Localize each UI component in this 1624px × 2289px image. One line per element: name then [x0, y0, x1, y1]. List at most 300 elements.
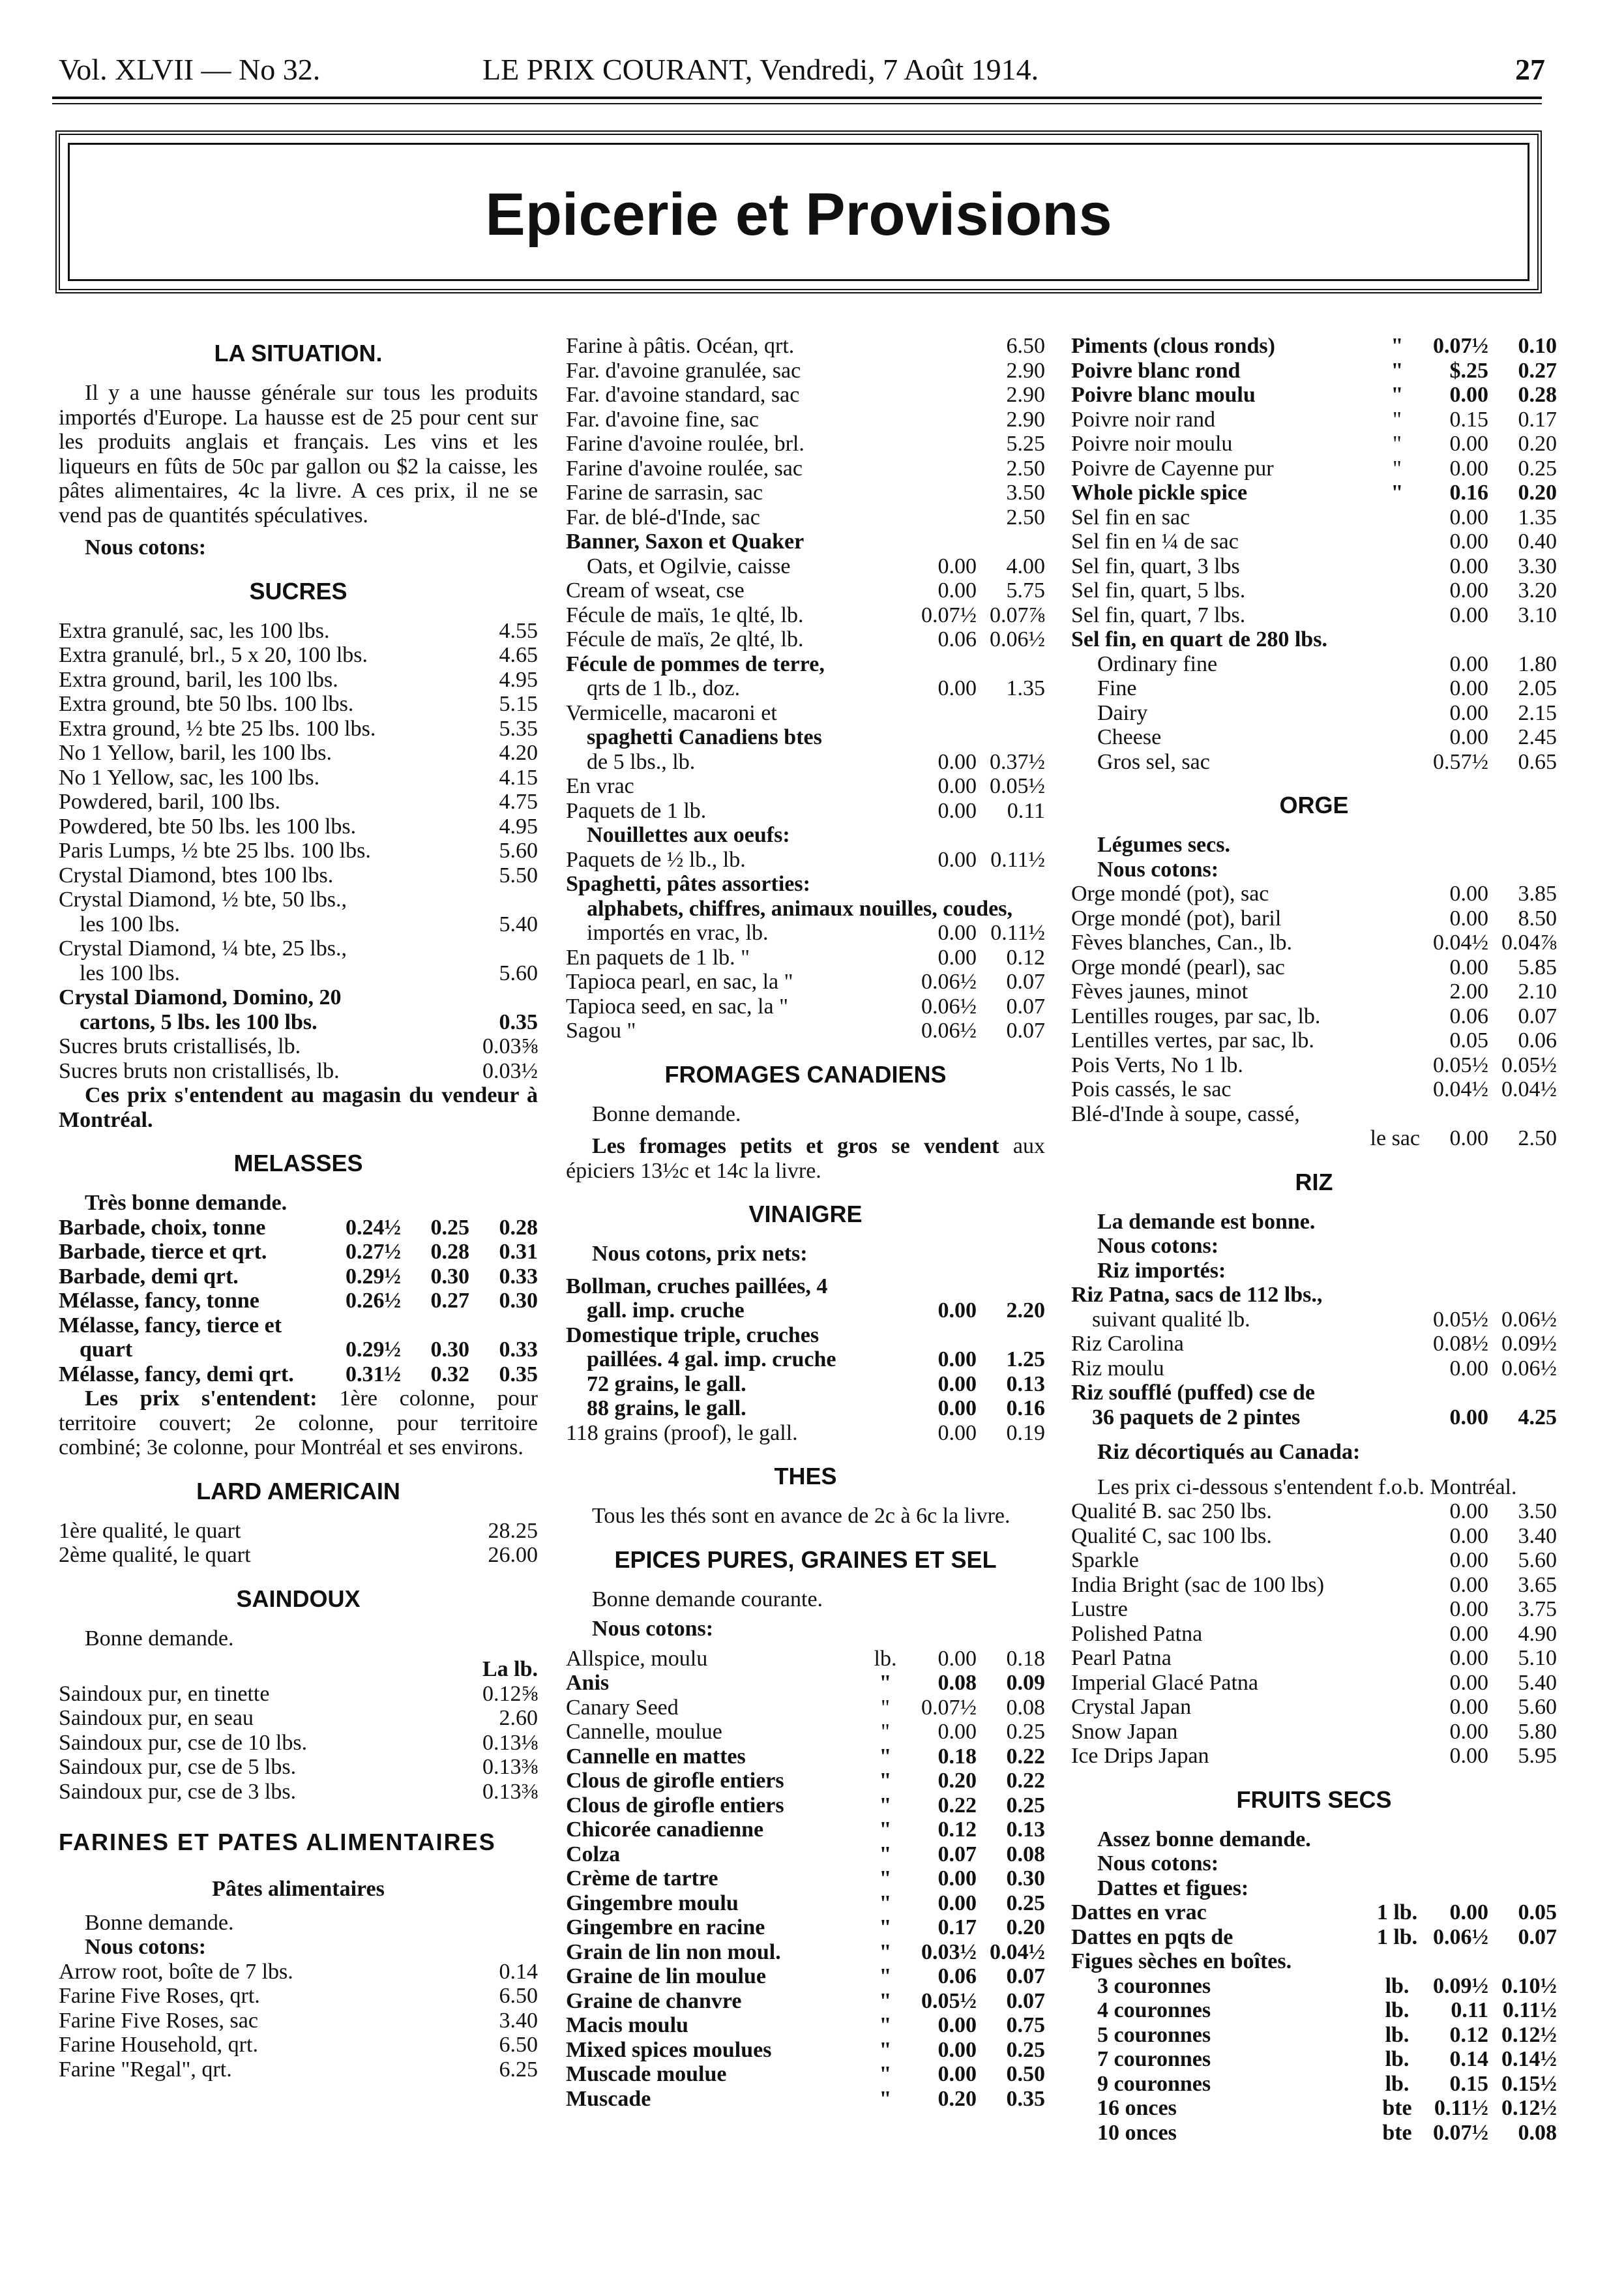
item-price: 0.00 — [937, 1891, 977, 1915]
item-price: 0.00 — [1449, 882, 1488, 906]
item-name: India Bright (sac de 100 lbs) — [1071, 1572, 1325, 1597]
price-row — [566, 2062, 1045, 2087]
item-price: 0.05½ — [1433, 1307, 1488, 1332]
item-unit: lb. — [1385, 2071, 1410, 2096]
item-name: Pearl Patna — [1071, 1646, 1172, 1670]
item-price: 0.13⅜ — [482, 1779, 538, 1804]
item-name: Orge mondé (pearl), sac — [1071, 955, 1285, 980]
item-name: Qualité B. sac 250 lbs. — [1071, 1499, 1272, 1523]
epices-demand: Bonne demande courante. — [592, 1587, 823, 1611]
item-name: Sagou " — [566, 1019, 636, 1043]
price-row — [1071, 1102, 1557, 1127]
item-price — [908, 456, 977, 481]
price-row — [566, 921, 1045, 946]
item-price: 4.15 — [499, 765, 538, 790]
item-price: 0.11½ — [1434, 2096, 1488, 2120]
item-name: Extra ground, bte 50 lbs. 100 lbs. — [59, 692, 354, 716]
price-row — [566, 1019, 1045, 1043]
item-name: Crystal Diamond, btes 100 lbs. — [59, 863, 334, 888]
item-name: Sucres bruts non cristallisés, lb. — [59, 1058, 340, 1083]
price-row — [1071, 578, 1557, 603]
item-price: 0.40 — [1518, 530, 1557, 554]
price-row — [566, 1647, 1045, 1671]
item-price: 0.00 — [1449, 1405, 1488, 1429]
thes-heading: THES — [774, 1463, 837, 1489]
publication-title: LE PRIX COURANT, Vendredi, 7 Août 1914. — [482, 53, 1039, 86]
item-name: 1ère qualité, le quart — [59, 1518, 241, 1543]
price-row — [566, 799, 1045, 824]
item-price: 5.35 — [499, 716, 538, 741]
item-price: 0.11½ — [1502, 1998, 1557, 2022]
item-price: 0.11 — [1451, 1998, 1488, 2022]
item-name: Crystal Diamond, Domino, 20 — [59, 985, 342, 1010]
item-unit: lb. — [874, 1646, 897, 1671]
situation-text: Il y a une hausse générale sur tous les produits importés d'Europe. La hausse est de 25 pour cent sur les produits anglais et français. Les vins et les liqueurs en fûts de 50c par gallon ou $2 la caisse, les pâtes alimentaires, 4c la livre. A ces prix, il ne se vend pas de quantités spéculatives. — [59, 381, 538, 528]
item-price: 0.18 — [1006, 1646, 1045, 1671]
item-price: 0.05 — [1449, 1028, 1488, 1053]
item-price: 5.85 — [1518, 955, 1557, 980]
price-row — [566, 456, 1045, 481]
item-price: 0.05 — [1518, 1900, 1557, 1924]
price-row — [566, 774, 1045, 799]
item-unit: 1 lb. — [1376, 1924, 1418, 1949]
price-row — [59, 1706, 538, 1731]
item-unit — [1374, 578, 1420, 603]
item-name: Muscade — [566, 2086, 651, 2111]
item-name: le sac — [1370, 1126, 1420, 1150]
item-price — [469, 1313, 538, 1338]
page-number: 27 — [1515, 53, 1545, 86]
price-row — [59, 1543, 538, 1568]
item-price: 5.10 — [1518, 1646, 1557, 1670]
item-price: 0.65 — [1518, 749, 1557, 774]
price-row — [566, 823, 1045, 848]
price-row — [1071, 505, 1557, 530]
item-name: importés en vrac, lb. — [587, 921, 769, 945]
item-price: 0.06½ — [921, 970, 977, 994]
item-name: Farine "Regal", qrt. — [59, 2057, 232, 2082]
price-row — [566, 995, 1045, 1019]
item-name: 7 couronnes — [1097, 2047, 1211, 2071]
item-name: Mélasse, fancy, demi qrt. — [59, 1362, 294, 1386]
item-price: 3.85 — [1518, 882, 1557, 906]
item-name: Whole pickle spice — [1071, 481, 1248, 505]
item-name: Extra granulé, brl., 5 x 20, 100 lbs. — [59, 643, 368, 667]
item-price: 0.00 — [1449, 725, 1488, 749]
item-name: Barbade, choix, tonne — [59, 1215, 266, 1240]
item-price: 0.57½ — [1433, 749, 1488, 774]
item-name: Macis moulu — [566, 2013, 688, 2037]
item-price: 0.05½ — [921, 1988, 977, 2013]
item-price — [908, 505, 977, 530]
item-price: 0.03½ — [482, 1058, 538, 1083]
item-price: 0.00 — [1449, 432, 1488, 456]
price-row — [59, 2057, 538, 2082]
item-price: 5.40 — [1518, 1670, 1557, 1695]
item-price: 0.08½ — [1433, 1332, 1488, 1356]
item-price: 2.20 — [1006, 1298, 1045, 1323]
melasses-heading: MELASSES — [233, 1150, 363, 1176]
item-price: 0.05½ — [1433, 1053, 1488, 1077]
price-row — [1071, 1622, 1557, 1647]
item-unit: " — [879, 1988, 892, 2013]
fromages-text-rest: aux épiciers 13½c et 14c la livre. — [566, 1134, 1045, 1183]
item-price — [908, 334, 977, 359]
item-name: 118 grains (proof), le gall. — [566, 1420, 798, 1445]
item-price: 0.20 — [937, 1769, 977, 1793]
item-price: 0.22 — [937, 1793, 977, 1818]
item-name: Gingembre moulu — [566, 1891, 739, 1915]
item-unit — [1374, 725, 1420, 750]
item-price: 0.00 — [1449, 700, 1488, 725]
item-name: Pois cassés, le sac — [1071, 1077, 1232, 1101]
item-price: 1.35 — [1006, 676, 1045, 700]
item-unit: " — [879, 2086, 892, 2111]
price-row — [59, 766, 538, 790]
price-row — [59, 1264, 538, 1289]
price-row — [566, 359, 1045, 383]
item-name: Poivre noir rand — [1071, 407, 1215, 432]
item-price — [977, 701, 1045, 726]
item-price: 0.11 — [1007, 798, 1045, 823]
price-row — [566, 872, 1045, 897]
fromages-text-bold: Les fromages petits et gros se vendent — [592, 1134, 999, 1158]
price-row — [59, 839, 538, 863]
item-price: 0.00 — [937, 921, 977, 945]
price-row — [1071, 1573, 1557, 1598]
sucres-note: Ces prix s'entendent au magasin du vendeur à Montréal. — [59, 1083, 538, 1132]
item-name: 3 couronnes — [1097, 1973, 1211, 1998]
price-row — [1071, 701, 1557, 726]
price-row — [1071, 1720, 1557, 1744]
item-price: 0.00 — [1449, 603, 1488, 627]
item-price: 0.05½ — [990, 774, 1045, 798]
item-price: 4.20 — [499, 741, 538, 765]
item-name: Allspice, moulu — [566, 1646, 708, 1671]
item-name: Poivre noir moulu — [1071, 432, 1233, 456]
item-price: 0.25 — [1006, 1793, 1045, 1818]
item-price — [908, 725, 977, 750]
item-price: 0.20 — [1006, 1915, 1045, 1939]
section-banner — [55, 130, 1542, 293]
vinaigre-list — [566, 1274, 1045, 1446]
item-name: Oats, et Ogilvie, caisse — [587, 554, 791, 578]
item-price: 4.95 — [499, 667, 538, 692]
price-row — [1071, 882, 1557, 906]
item-name: Tapioca pearl, en sac, la " — [566, 970, 793, 994]
price-row — [1071, 1053, 1557, 1078]
price-row — [59, 863, 538, 888]
item-price: 0.28 — [1518, 383, 1557, 407]
item-name: Crystal Diamond, ¼ bte, 25 lbs., — [59, 936, 347, 961]
item-price — [531, 936, 538, 961]
item-unit: " — [879, 1915, 892, 1939]
item-name: Far. de blé-d'Inde, sac — [566, 505, 760, 530]
item-price — [1488, 1381, 1557, 1405]
item-unit: 1 lb. — [1376, 1900, 1418, 1924]
price-row — [566, 383, 1045, 408]
item-price: 0.09 — [1006, 1671, 1045, 1695]
item-name: Mélasse, fancy, tierce et — [59, 1313, 282, 1338]
item-price: 0.00 — [937, 1866, 977, 1891]
item-price — [1420, 627, 1488, 652]
price-row — [59, 1313, 538, 1338]
price-row — [1071, 1405, 1557, 1430]
item-price: 0.22 — [1006, 1769, 1045, 1793]
item-unit: " — [1391, 481, 1404, 505]
item-price — [908, 408, 977, 432]
item-price: 0.07½ — [921, 1695, 977, 1720]
epices-cont-list — [1071, 334, 1557, 774]
item-unit: " — [1391, 383, 1404, 407]
item-unit: " — [1393, 432, 1402, 456]
fromages-text — [566, 1134, 1045, 1183]
item-name: No 1 Yellow, sac, les 100 lbs. — [59, 765, 320, 790]
item-name: Crystal Diamond, ½ bte, 50 lbs., — [59, 888, 347, 912]
price-row — [1071, 1695, 1557, 1720]
item-name: Cheese — [1097, 725, 1162, 749]
item-name: Nouillettes aux oeufs: — [587, 823, 790, 847]
item-name: Sucres bruts cristallisés, lb. — [59, 1034, 301, 1058]
item-price: 6.50 — [499, 2033, 538, 2057]
item-price — [908, 481, 977, 505]
column-1 — [59, 334, 538, 2082]
item-name: Saindoux pur, en tinette — [59, 1681, 270, 1706]
item-price: 0.00 — [1449, 456, 1488, 481]
price-row — [1071, 931, 1557, 955]
epices-heading: EPICES PURES, GRAINES ET SEL — [614, 1546, 997, 1573]
item-name: 9 couronnes — [1097, 2071, 1211, 2096]
price-row — [1071, 1646, 1557, 1671]
item-price: 0.13⅜ — [482, 1755, 538, 1779]
section-title: Epicerie et Provisions — [485, 181, 1112, 248]
item-name: Paquets de ½ lb., lb. — [566, 847, 746, 872]
item-name: Pois Verts, No 1 lb. — [1071, 1053, 1243, 1077]
item-price: 4.75 — [499, 790, 538, 814]
item-name: Poivre blanc moulu — [1071, 383, 1256, 407]
item-price: 0.75 — [1006, 2013, 1045, 2037]
item-price: 0.00 — [1449, 1523, 1488, 1548]
item-price — [1012, 897, 1029, 921]
item-price: 0.08 — [1518, 2120, 1557, 2145]
item-price: 0.28 — [499, 1215, 538, 1240]
price-row — [566, 627, 1045, 652]
item-name: Ice Drips Japan — [1071, 1744, 1209, 1768]
item-price — [908, 432, 977, 456]
item-unit: " — [879, 1939, 892, 1964]
item-price — [977, 1323, 1045, 1348]
price-row — [566, 848, 1045, 873]
item-price: 0.00 — [937, 749, 977, 774]
item-price: 0.00 — [1449, 1126, 1488, 1150]
item-price — [1029, 897, 1045, 921]
price-row — [566, 1298, 1045, 1323]
item-price: 0.04⅞ — [1501, 931, 1557, 955]
item-price — [531, 888, 538, 912]
item-price: 0.07 — [1006, 1019, 1045, 1043]
price-row — [566, 1720, 1045, 1744]
item-price — [1488, 1283, 1557, 1308]
price-row — [59, 1960, 538, 1984]
item-price: 8.50 — [1518, 906, 1557, 931]
item-name: Farine d'avoine roulée, brl. — [566, 432, 805, 456]
item-price: 1.80 — [1518, 651, 1557, 676]
item-name: 2ème qualité, le quart — [59, 1543, 251, 1567]
header-rule-thin — [52, 103, 1542, 104]
item-name: Bollman, cruches paillées, 4 — [566, 1274, 828, 1298]
item-price — [977, 1274, 1045, 1299]
price-row — [566, 408, 1045, 432]
item-price: 0.12 — [1006, 945, 1045, 970]
fromages-demand: Bonne demande. — [592, 1101, 741, 1126]
price-row — [1071, 1283, 1557, 1308]
item-price — [908, 1274, 977, 1299]
price-row — [59, 619, 538, 644]
item-unit: " — [881, 1695, 890, 1720]
price-row — [1071, 432, 1557, 456]
item-name: Fèves blanches, Can., lb. — [1071, 931, 1292, 955]
situation-heading: LA SITUATION. — [214, 340, 383, 367]
item-name: 88 grains, le gall. — [587, 1396, 746, 1420]
item-price: 5.60 — [1518, 1695, 1557, 1719]
item-price — [332, 1313, 401, 1338]
item-price: 0.00 — [1449, 1499, 1488, 1523]
price-row — [59, 1059, 538, 1084]
pates-demand: Bonne demande. — [85, 1910, 234, 1935]
item-unit — [1374, 676, 1420, 701]
price-row — [59, 790, 538, 815]
price-row — [59, 1289, 538, 1313]
item-price: 0.06½ — [921, 994, 977, 1019]
price-row — [1071, 530, 1557, 554]
item-price: 0.31 — [499, 1240, 538, 1264]
price-row — [566, 1421, 1045, 1446]
item-name: Figues sèches en boîtes. — [1071, 1949, 1292, 1973]
price-row — [1071, 1597, 1557, 1622]
price-row — [1071, 1028, 1557, 1053]
item-price: 0.00 — [937, 2013, 977, 2037]
item-price: 0.28 — [430, 1240, 469, 1264]
item-price: 3.20 — [1518, 578, 1557, 603]
price-row — [566, 701, 1045, 726]
item-price: 0.00 — [1449, 554, 1488, 578]
price-row — [59, 1755, 538, 1780]
item-name: Dairy — [1097, 700, 1148, 725]
item-price — [908, 652, 977, 677]
riz-fob-note: Les prix ci-dessous s'entendent f.o.b. Montréal. — [1097, 1474, 1517, 1499]
thes-text: Tous les thés sont en avance de 2c à 6c la livre. — [592, 1504, 1011, 1528]
item-name: Domestique triple, cruches — [566, 1323, 819, 1347]
item-name: gall. imp. cruche — [587, 1298, 745, 1323]
price-row — [1071, 554, 1557, 579]
item-price — [977, 872, 1045, 897]
price-row — [59, 1240, 538, 1264]
price-row — [59, 961, 538, 986]
item-price: 0.06½ — [1501, 1307, 1557, 1332]
item-price: 3.65 — [1518, 1572, 1557, 1597]
item-price: 0.00 — [1449, 1597, 1488, 1621]
item-price: 0.07 — [1006, 1964, 1045, 1988]
item-price: 0.00 — [1449, 1744, 1488, 1768]
item-price — [401, 1313, 469, 1338]
item-name: Graine de chanvre — [566, 1988, 742, 2013]
item-price: 0.17 — [1518, 407, 1557, 432]
item-price: 5.50 — [499, 863, 538, 888]
item-name: Sel fin en sac — [1071, 505, 1190, 530]
item-name: Clous de girofle entiers — [566, 1793, 784, 1818]
item-price — [531, 985, 538, 1010]
item-unit: " — [879, 1818, 892, 1842]
item-price: 0.26½ — [346, 1289, 401, 1313]
price-row — [1071, 652, 1557, 677]
item-name: Fécule de maïs, 1e qlté, lb. — [566, 603, 804, 627]
item-name: alphabets, chiffres, animaux nouilles, coudes, — [587, 896, 1013, 921]
item-unit: " — [1391, 358, 1404, 383]
item-price: 28.25 — [488, 1518, 538, 1543]
epices-list — [566, 1647, 1045, 2112]
item-price: 0.07 — [1518, 1924, 1557, 1949]
price-row — [59, 643, 538, 668]
item-name: les 100 lbs. — [80, 961, 180, 985]
item-unit: " — [879, 2062, 892, 2086]
item-price: 0.50 — [1006, 2062, 1045, 2086]
item-name: Riz moulu — [1071, 1356, 1164, 1381]
item-price: 0.33 — [499, 1338, 538, 1362]
item-price: 0.06 — [1518, 1028, 1557, 1053]
item-name: Powdered, bte 50 lbs. les 100 lbs. — [59, 814, 357, 839]
item-price: 0.00 — [1449, 1548, 1488, 1572]
item-price: 3.50 — [1006, 481, 1045, 505]
item-price: 0.16 — [1449, 481, 1488, 505]
item-name: Grain de lin non moul. — [566, 1939, 781, 1964]
item-unit — [1374, 750, 1420, 775]
item-name: Ordinary fine — [1097, 651, 1218, 676]
item-price: 0.00 — [1449, 383, 1488, 407]
item-name: Sel fin, quart, 5 lbs. — [1071, 578, 1246, 603]
item-price: 0.00 — [1449, 1695, 1488, 1719]
item-name: de 5 lbs., lb. — [587, 749, 696, 774]
item-price: 0.00 — [1449, 505, 1488, 530]
saindoux-list — [59, 1682, 538, 1804]
item-name: Farine Five Roses, sac — [59, 2008, 258, 2033]
item-price: 3.10 — [1518, 603, 1557, 627]
price-row — [566, 1347, 1045, 1372]
item-price: 2.90 — [1006, 358, 1045, 383]
item-price: 26.00 — [488, 1543, 538, 1567]
column-3 — [1071, 334, 1557, 2145]
item-price — [977, 530, 1045, 554]
melasses-note-bold: Les prix s'entendent: — [85, 1386, 317, 1411]
price-row — [1071, 2121, 1557, 2146]
nous-cotons: Nous cotons: — [85, 535, 207, 560]
item-price: 6.25 — [499, 2057, 538, 2082]
price-row — [1071, 676, 1557, 701]
item-name: 72 grains, le gall. — [587, 1371, 746, 1396]
price-row — [1071, 955, 1557, 980]
melasses-note-text: 1ère colonne, pour territoire couvert; 2e colonne, pour territoire combiné; 3e colonne, pour Montréal et ses environs. — [59, 1386, 539, 1459]
price-row — [566, 1989, 1045, 2014]
item-name: Chicorée canadienne — [566, 1818, 764, 1842]
item-price: 0.12½ — [1501, 2022, 1557, 2047]
price-row — [566, 505, 1045, 530]
item-price — [1420, 1381, 1488, 1405]
item-unit: " — [1391, 334, 1404, 358]
item-price: 1.25 — [1006, 1347, 1045, 1371]
header-rule — [52, 97, 1542, 99]
price-row — [566, 2087, 1045, 2112]
item-name: Fèves jaunes, minot — [1071, 980, 1248, 1004]
price-row — [59, 1984, 538, 2009]
